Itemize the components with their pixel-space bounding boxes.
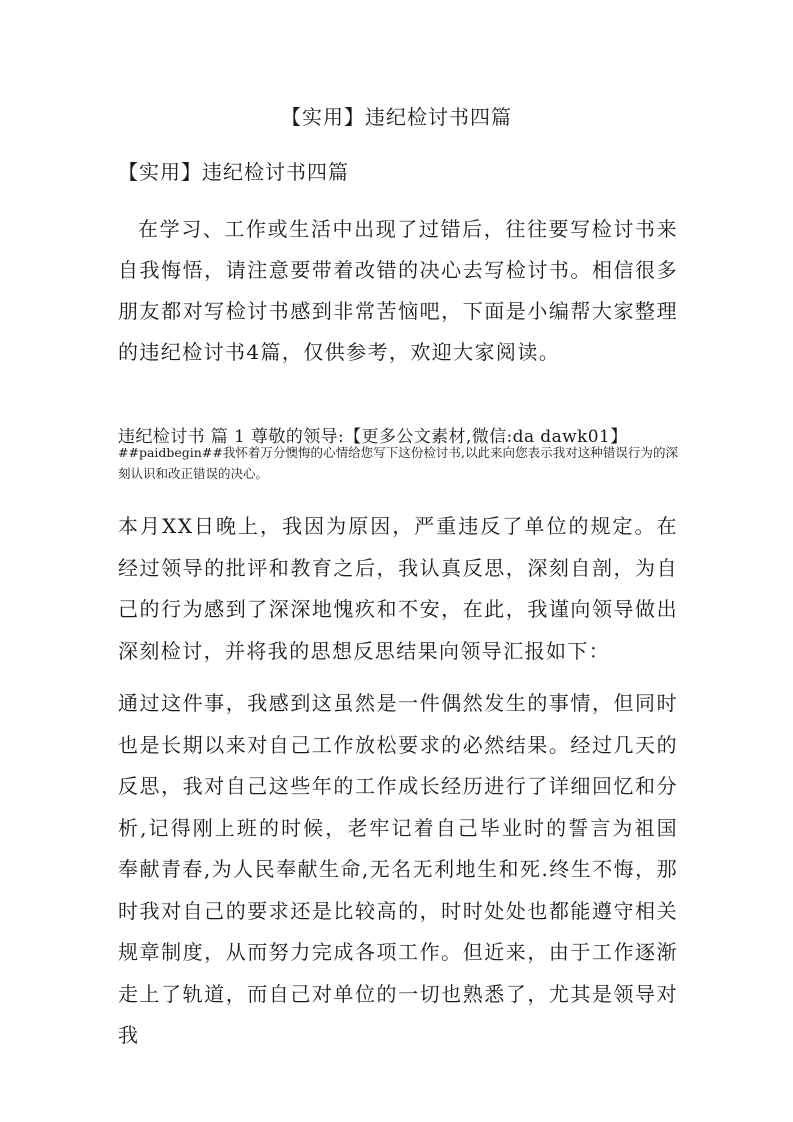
body-paragraph-2: 通过这件事，我感到这虽然是一件偶然发生的事情，但同时也是长期以来对自己工作放松要求的必然结果。经过几天的反思，我对自己这些年的工作成长经历进行了详细回忆和分析,记得刚上班的时候，老牢记着自己毕业时的誓言为祖国奉献青春,为人民奉献生命,无名无利地生和死.终生不悔，那时我对自己的要求还是比较高的，时时处处也都能遵守相关规章制度，从而努力完成各项工作。但近来，由于工作逐渐走上了轨道，而自己对单位的一切也熟悉了，尤其是领导对我	[118, 691, 678, 1047]
document-subtitle: 【实用】违纪检讨书四篇	[118, 160, 349, 184]
body-paragraph-1: 本月XX日晚上，我因为原因，严重违反了单位的规定。在经过领导的批评和教育之后，我认真反思，深刻自剖，为自己的行为感到了深深地愧疚和不安，在此，我谨向领导做出深刻检讨，并将我的思想反思结果向领导汇报如下：	[118, 514, 678, 663]
small-paragraph: ##paidbegin##我怀着万分懊悔的心情给您写下这份检讨书,以此来向您表示我对这种错误行为的深刻认识和改正错误的决心。	[118, 445, 678, 481]
intro-paragraph: 在学习、工作或生活中出现了过错后，往往要写检讨书来自我悔悟，请注意要带着改错的决心去写检讨书。相信很多朋友都对写检讨书感到非常苦恼吧，下面是小编帮大家整理的违纪检讨书4篇，仅供参考，欢迎大家阅读。	[118, 217, 678, 364]
page-title: 【实用】违纪检讨书四篇	[281, 105, 512, 129]
section-heading: 违纪检讨书 篇 1 尊敬的领导:【更多公文素材,微信:da dawk01】	[118, 427, 628, 447]
